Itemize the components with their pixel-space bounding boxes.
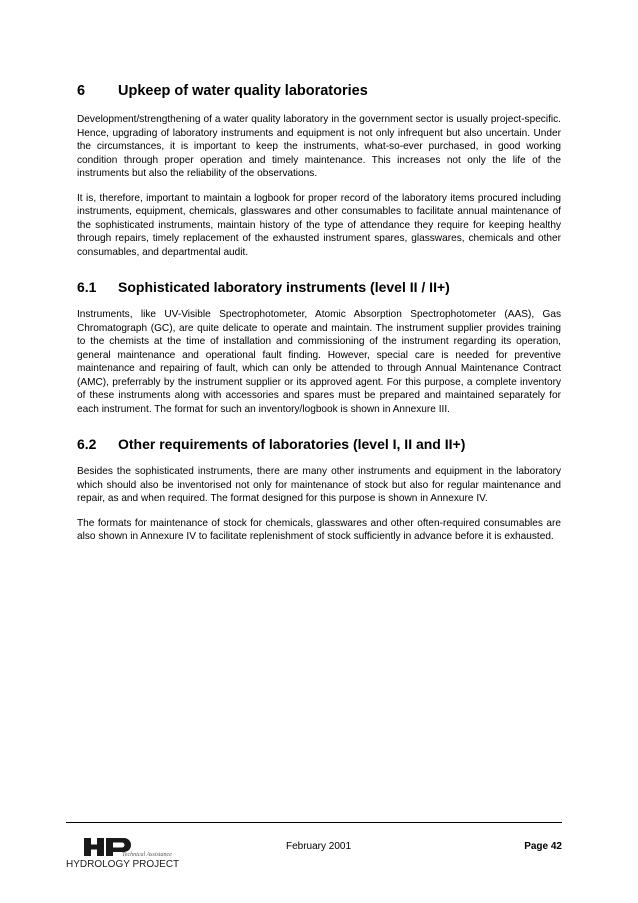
page-number: Page 42 xyxy=(524,841,562,852)
section-6-1-heading xyxy=(77,279,561,295)
section-number: 6.2 xyxy=(77,436,97,452)
paragraph: The formats for maintenance of stock for chemicals, glasswares and other often-required consumables are also shown in Annexure IV to facilitate replenishment of stock sufficiently in advance before it is exhausted. xyxy=(77,517,561,542)
footer-date: February 2001 xyxy=(286,841,352,852)
paragraph: Development/strengthening of a water quality laboratory in the government sector is usually project-specific. Hence, upgrading of laboratory instruments and equipment is not only infrequent but also uncertain. Under the circumstances, it is important to keep the instruments, what-so-ever purchased, in good working condition through proper operation and timely maintenance. This increases not only the life of the instruments but also the reliability of the observations. xyxy=(77,114,561,179)
section-6-heading xyxy=(77,83,561,99)
paragraph: Instruments, like UV-Visible Spectrophotometer, Atomic Absorption Spectrophotometer (AAS), Gas Chromatograph (GC), are quite delicate to operate and maintain. The instrument supplier provides training to the chemists at the time of installation and commissioning of the instrument regarding its operation, general maintenance and operational fault finding. However, special care is needed for preventive maintenance and repairing of fault, which can only be attended to through Annual Maintenance Contract (AMC), preferrably by the instrument supplier or its approved agent. For this purpose, a complete inventory of these instruments along with accessories and spares must be prepared and maintained separately for each instrument. The format for such an inventory/logbook is shown in Annexure III. xyxy=(77,309,561,415)
section-title: Sophisticated laboratory instruments (level II / II+) xyxy=(118,279,450,295)
document-body xyxy=(77,83,561,555)
section-number: 6 xyxy=(77,83,86,99)
logo-subtitle: Technical Assistance xyxy=(122,852,172,858)
page-footer xyxy=(66,822,562,873)
section-title: Upkeep of water quality laboratories xyxy=(118,83,368,99)
paragraph: It is, therefore, important to maintain a logbook for proper record of the laboratory items procured including instruments, equipment, chemicals, glasswares and other consumables to facilitate annual maintenance of the sophisticated instruments, maintain history of the type of attendance they require for keeping healthy through repairs, timely replacement of the exhausted instrument spares, glasswares, chemicals and other consumables, and departmental audit. xyxy=(77,192,561,258)
section-6-2-heading xyxy=(77,436,561,452)
section-title: Other requirements of laboratories (level I, II and II+) xyxy=(118,436,466,452)
section-number: 6.1 xyxy=(77,279,97,295)
hydrology-project-logo xyxy=(66,835,196,873)
project-name: HYDROLOGY PROJECT xyxy=(66,859,180,870)
paragraph: Besides the sophisticated instruments, there are many other instruments and equipment in the laboratory which should also be inventorised not only for maintenance of stock but also for regular maintenance and repair, as and when required. The format designed for this purpose is shown in Annexure IV. xyxy=(77,466,561,504)
